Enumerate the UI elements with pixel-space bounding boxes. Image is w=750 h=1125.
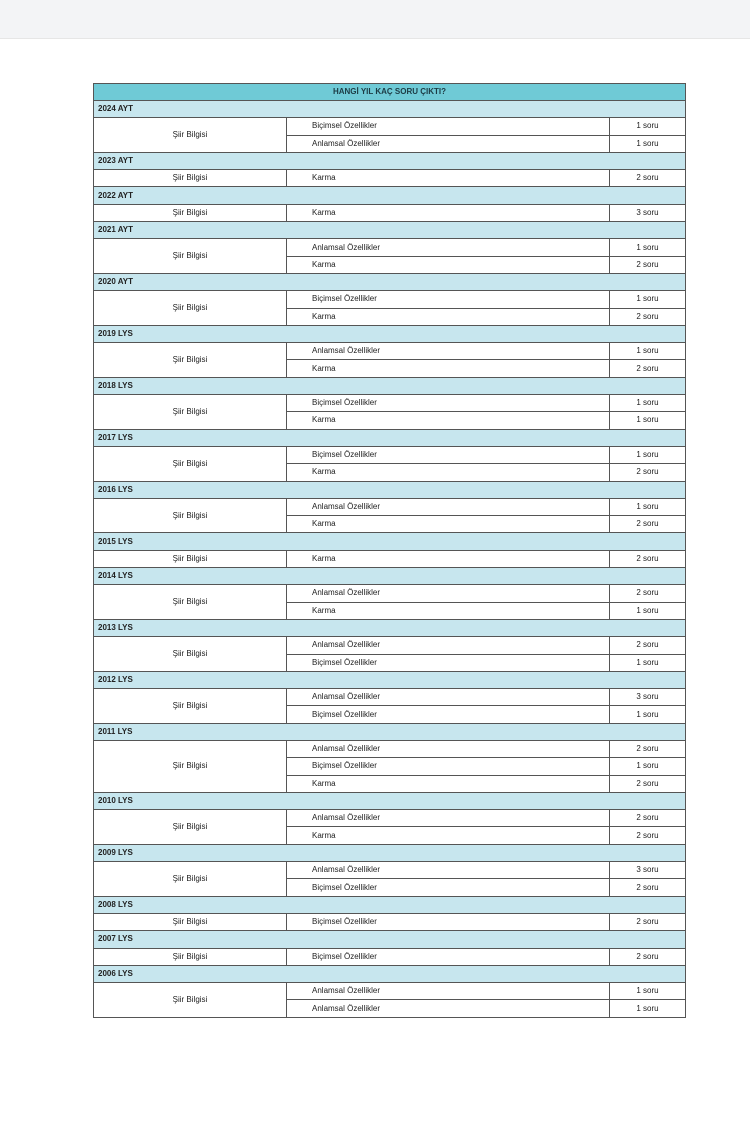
subtopic-cell: Karma [287,360,610,377]
table-row [94,170,686,187]
subtopic-cell: Anlamsal Özellikler [287,862,610,879]
table-row [94,585,686,602]
topic-cell: Şiir Bilgisi [94,170,287,187]
question-count-cell: 1 soru [610,118,686,135]
topic-cell: Şiir Bilgisi [94,862,287,897]
year-label: 2017 LYS [94,429,686,446]
subtopic-cell: Biçimsel Özellikler [287,913,610,930]
subtopic-cell: Biçimsel Özellikler [287,118,610,135]
subtopic-cell: Anlamsal Özellikler [287,239,610,256]
question-count-cell: 1 soru [610,395,686,412]
year-header-row [94,325,686,342]
subtopic-cell: Karma [287,256,610,273]
topic-cell: Şiir Bilgisi [94,343,287,378]
subtopic-cell: Karma [287,412,610,429]
year-header-row [94,619,686,636]
year-label: 2016 LYS [94,481,686,498]
question-count-cell: 2 soru [610,585,686,602]
table-row [94,740,686,757]
question-count-cell: 2 soru [610,360,686,377]
topic-cell: Şiir Bilgisi [94,239,287,274]
question-count-cell: 2 soru [610,550,686,567]
topic-cell: Şiir Bilgisi [94,585,287,620]
year-header-row [94,273,686,290]
subtopic-cell: Biçimsel Özellikler [287,948,610,965]
topic-cell: Şiir Bilgisi [94,550,287,567]
year-label: 2020 AYT [94,273,686,290]
table-row [94,983,686,1000]
question-count-cell: 3 soru [610,204,686,221]
question-count-cell: 1 soru [610,135,686,152]
question-count-cell: 2 soru [610,170,686,187]
subtopic-cell: Anlamsal Özellikler [287,135,610,152]
question-count-cell: 3 soru [610,862,686,879]
year-header-row [94,965,686,982]
table-row [94,239,686,256]
subtopic-cell: Karma [287,308,610,325]
table-row [94,637,686,654]
subtopic-cell: Karma [287,827,610,844]
topic-cell: Şiir Bilgisi [94,291,287,326]
year-header-row [94,101,686,118]
question-count-cell: 1 soru [610,983,686,1000]
topic-cell: Şiir Bilgisi [94,810,287,845]
table-row [94,204,686,221]
topic-cell: Şiir Bilgisi [94,446,287,481]
year-header-row [94,222,686,239]
year-label: 2023 AYT [94,152,686,169]
subtopic-cell: Anlamsal Özellikler [287,498,610,515]
subtopic-cell: Biçimsel Özellikler [287,879,610,896]
question-count-cell: 2 soru [610,516,686,533]
question-count-cell: 2 soru [610,827,686,844]
question-count-cell: 1 soru [610,291,686,308]
question-count-cell: 2 soru [610,879,686,896]
viewer-top-bar [0,0,750,39]
subtopic-cell: Biçimsel Özellikler [287,446,610,463]
table-row [94,498,686,515]
subtopic-cell: Biçimsel Özellikler [287,758,610,775]
question-count-cell: 2 soru [610,464,686,481]
year-label: 2010 LYS [94,792,686,809]
year-header-row [94,671,686,688]
subtopic-cell: Anlamsal Özellikler [287,983,610,1000]
question-count-cell: 1 soru [610,758,686,775]
subtopic-cell: Anlamsal Özellikler [287,1000,610,1017]
subtopic-cell: Karma [287,170,610,187]
table-body [94,101,686,1018]
table-row [94,118,686,135]
subtopic-cell: Anlamsal Özellikler [287,740,610,757]
subtopic-cell: Biçimsel Özellikler [287,654,610,671]
subtopic-cell: Anlamsal Özellikler [287,343,610,360]
question-count-cell: 2 soru [610,810,686,827]
year-label: 2022 AYT [94,187,686,204]
table-row [94,446,686,463]
topic-cell: Şiir Bilgisi [94,118,287,153]
year-header-row [94,568,686,585]
question-count-cell: 2 soru [610,913,686,930]
topic-cell: Şiir Bilgisi [94,689,287,724]
year-label: 2008 LYS [94,896,686,913]
year-header-row [94,931,686,948]
year-label: 2006 LYS [94,965,686,982]
year-header-row [94,896,686,913]
question-count-cell: 1 soru [610,498,686,515]
table-row [94,913,686,930]
year-header-row [94,481,686,498]
year-header-row [94,187,686,204]
question-count-cell: 1 soru [610,654,686,671]
question-count-cell: 2 soru [610,775,686,792]
year-label: 2021 AYT [94,222,686,239]
year-header-row [94,152,686,169]
year-label: 2015 LYS [94,533,686,550]
subtopic-cell: Anlamsal Özellikler [287,637,610,654]
topic-cell: Şiir Bilgisi [94,913,287,930]
exam-question-table [93,83,686,1018]
question-count-cell: 1 soru [610,412,686,429]
year-label: 2011 LYS [94,723,686,740]
topic-cell: Şiir Bilgisi [94,395,287,430]
table-row [94,395,686,412]
subtopic-cell: Anlamsal Özellikler [287,689,610,706]
topic-cell: Şiir Bilgisi [94,740,287,792]
subtopic-cell: Biçimsel Özellikler [287,706,610,723]
subtopic-cell: Biçimsel Özellikler [287,291,610,308]
question-count-cell: 1 soru [610,706,686,723]
table-row [94,343,686,360]
year-header-row [94,723,686,740]
question-count-cell: 2 soru [610,637,686,654]
subtopic-cell: Karma [287,775,610,792]
year-label: 2009 LYS [94,844,686,861]
question-count-cell: 2 soru [610,256,686,273]
question-count-cell: 1 soru [610,239,686,256]
question-count-cell: 3 soru [610,689,686,706]
year-header-row [94,429,686,446]
subtopic-cell: Karma [287,204,610,221]
table-row [94,862,686,879]
question-count-cell: 2 soru [610,948,686,965]
table-row [94,948,686,965]
topic-cell: Şiir Bilgisi [94,983,287,1018]
table-title: HANGİ YIL KAÇ SORU ÇIKTI? [94,84,686,101]
topic-cell: Şiir Bilgisi [94,637,287,672]
subtopic-cell: Karma [287,602,610,619]
subtopic-cell: Karma [287,550,610,567]
table-row [94,550,686,567]
table-row [94,291,686,308]
year-header-row [94,844,686,861]
year-label: 2007 LYS [94,931,686,948]
topic-cell: Şiir Bilgisi [94,204,287,221]
year-label: 2014 LYS [94,568,686,585]
document-page [93,83,685,1018]
year-label: 2019 LYS [94,325,686,342]
question-count-cell: 2 soru [610,740,686,757]
topic-cell: Şiir Bilgisi [94,498,287,533]
question-count-cell: 1 soru [610,446,686,463]
question-count-cell: 1 soru [610,343,686,360]
subtopic-cell: Karma [287,516,610,533]
question-count-cell: 1 soru [610,602,686,619]
year-label: 2018 LYS [94,377,686,394]
table-row [94,810,686,827]
question-count-cell: 2 soru [610,308,686,325]
year-label: 2024 AYT [94,101,686,118]
year-label: 2012 LYS [94,671,686,688]
question-count-cell: 1 soru [610,1000,686,1017]
topic-cell: Şiir Bilgisi [94,948,287,965]
subtopic-cell: Biçimsel Özellikler [287,395,610,412]
table-row [94,689,686,706]
subtopic-cell: Anlamsal Özellikler [287,810,610,827]
subtopic-cell: Anlamsal Özellikler [287,585,610,602]
year-header-row [94,377,686,394]
year-header-row [94,792,686,809]
year-label: 2013 LYS [94,619,686,636]
subtopic-cell: Karma [287,464,610,481]
year-header-row [94,533,686,550]
